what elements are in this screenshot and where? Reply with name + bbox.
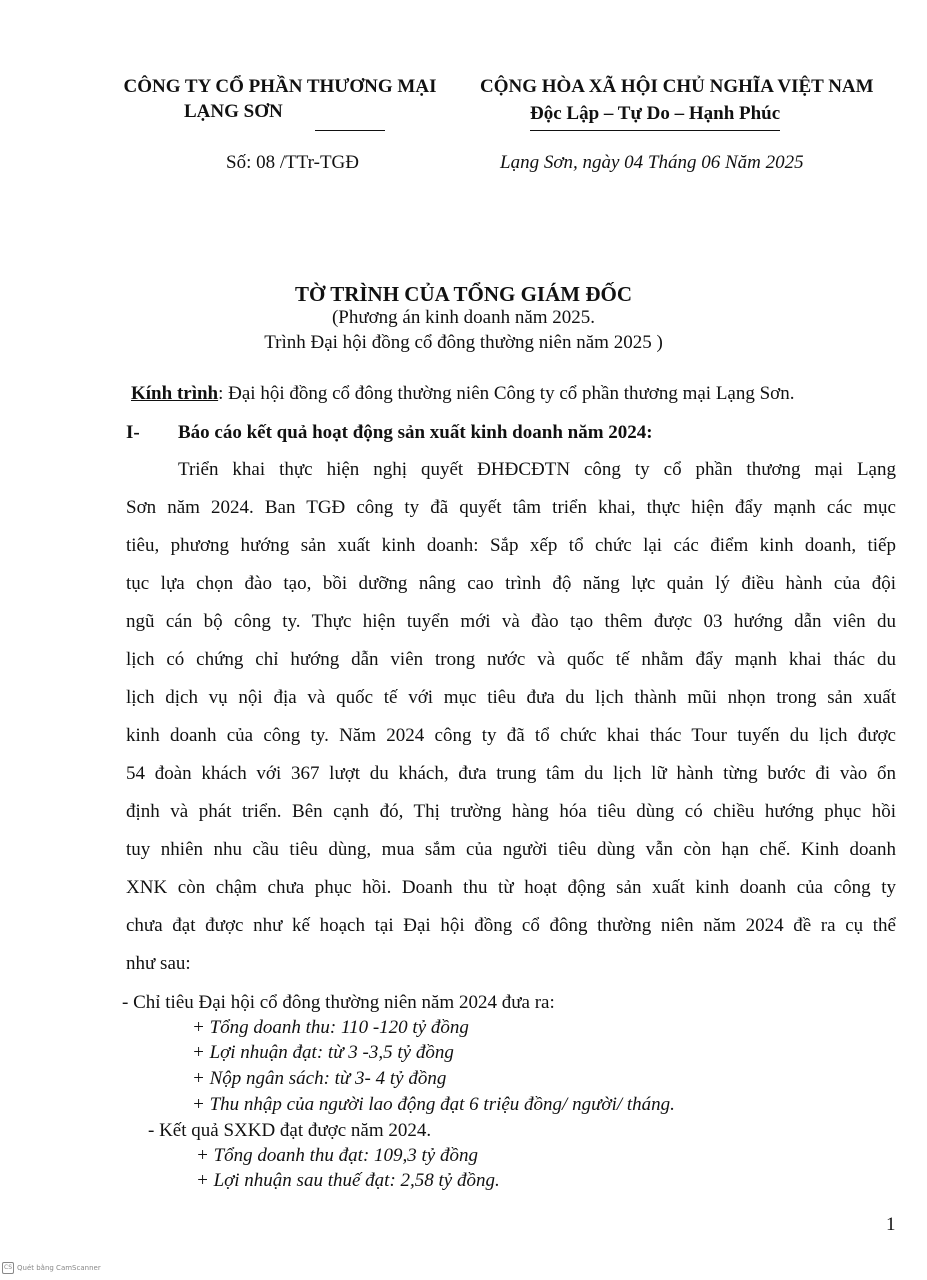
addressee-text: : Đại hội đồng cổ đông thường niên Công ty cổ phần thương mại Lạng Sơn. xyxy=(218,383,795,404)
paragraph-line: Sơn năm 2024. Ban TGĐ công ty đã quyết tâm triển khai, thực hiện đẩy mạnh các mục xyxy=(126,497,896,518)
paragraph-line: XNK còn chậm chưa phục hồi. Doanh thu từ hoạt động sản xuất kinh doanh của công ty xyxy=(126,877,896,898)
target-item: + Nộp ngân sách: từ 3- 4 tỷ đồng xyxy=(192,1068,447,1089)
addressee xyxy=(131,383,794,405)
document-subtitle-1: (Phương án kinh doanh năm 2025. xyxy=(331,307,596,328)
document-number: Số: 08 /TTr-TGĐ xyxy=(226,152,359,173)
paragraph-line: Triển khai thực hiện nghị quyết ĐHĐCĐTN công ty cổ phần thương mại Lạng xyxy=(178,459,896,480)
paragraph-line: kinh doanh của công ty. Năm 2024 công ty đã tổ chức khai thác Tour tuyến du lịch được xyxy=(126,725,896,746)
paragraph-line: lịch có chứng chỉ hướng dẫn viên trong nước và quốc tế nhằm đẩy mạnh khai thác du xyxy=(126,649,896,670)
document-title: TỜ TRÌNH CỦA TỔNG GIÁM ĐỐC xyxy=(294,282,632,306)
section-numeral: I- xyxy=(126,422,140,443)
result-item: + Tổng doanh thu đạt: 109,3 tỷ đồng xyxy=(196,1145,478,1166)
paragraph-line: chưa đạt được như kế hoạch tại Đại hội đồng cổ đông thường niên năm 2024 đề ra cụ thể xyxy=(126,915,896,936)
target-item: + Thu nhập của người lao động đạt 6 triệu đồng/ người/ tháng. xyxy=(192,1094,675,1115)
company-name-line1: CÔNG TY CỔ PHẦN THƯƠNG MẠI xyxy=(123,76,437,97)
paragraph-line: ngũ cán bộ công ty. Thực hiện tuyển mới và đào tạo thêm được 03 hướng dẫn viên du xyxy=(126,611,896,632)
paragraph-line: 54 đoàn khách với 367 lượt du khách, đưa trung tâm du lịch lữ hành từng bước đi vào ổn xyxy=(126,763,896,784)
results-heading: - Kết quả SXKD đạt được năm 2024. xyxy=(148,1120,432,1141)
company-name-line2: LẠNG SƠN xyxy=(184,101,283,122)
document-subtitle-2: Trình Đại hội đồng cổ đông thường niên năm 2025 ) xyxy=(264,332,663,353)
scanner-mark xyxy=(2,1262,101,1274)
place-date: Lạng Sơn, ngày 04 Tháng 06 Năm 2025 xyxy=(500,152,804,173)
page-number: 1 xyxy=(886,1214,896,1235)
camscanner-icon: CS xyxy=(2,1262,14,1274)
nation-motto: Độc Lập – Tự Do – Hạnh Phúc xyxy=(530,103,781,124)
target-item: + Lợi nhuận đạt: từ 3 -3,5 tỷ đồng xyxy=(192,1042,454,1063)
motto-underline xyxy=(530,130,780,131)
addressee-label: Kính trình xyxy=(131,383,219,404)
target-item: + Tổng doanh thu: 110 -120 tỷ đồng xyxy=(192,1017,469,1038)
paragraph-line: định và phát triển. Bên cạnh đó, Thị trường hàng hóa tiêu dùng có chiều hướng phục hồi xyxy=(126,801,896,822)
paragraph-line: lịch dịch vụ nội địa và quốc tế với mục tiêu đưa du lịch thành mũi nhọn trong sản xuất xyxy=(126,687,896,708)
nation-title: CỘNG HÒA XÃ HỘI CHỦ NGHĨA VIỆT NAM xyxy=(480,76,874,97)
paragraph-line: tục lựa chọn đào tạo, bồi dưỡng nâng cao trình độ năng lực quản lý điều hành của đội xyxy=(126,573,896,594)
targets-heading: - Chỉ tiêu Đại hội cổ đông thường niên năm 2024 đưa ra: xyxy=(122,992,555,1013)
paragraph-line: tuy nhiên nhu cầu tiêu dùng, mua sắm của người tiêu dùng vẫn còn hạn chế. Kinh doanh xyxy=(126,839,896,860)
section-heading: Báo cáo kết quả hoạt động sản xuất kinh doanh năm 2024: xyxy=(178,422,653,443)
paragraph-line: như sau: xyxy=(126,953,191,974)
company-underline xyxy=(315,130,385,131)
scanner-mark-text: Quét bằng CamScanner xyxy=(17,1264,101,1272)
result-item: + Lợi nhuận sau thuế đạt: 2,58 tỷ đồng. xyxy=(196,1170,500,1191)
paragraph-line: tiêu, phương hướng sản xuất kinh doanh: Sắp xếp tổ chức lại các điểm kinh doanh, tiếp xyxy=(126,535,896,556)
